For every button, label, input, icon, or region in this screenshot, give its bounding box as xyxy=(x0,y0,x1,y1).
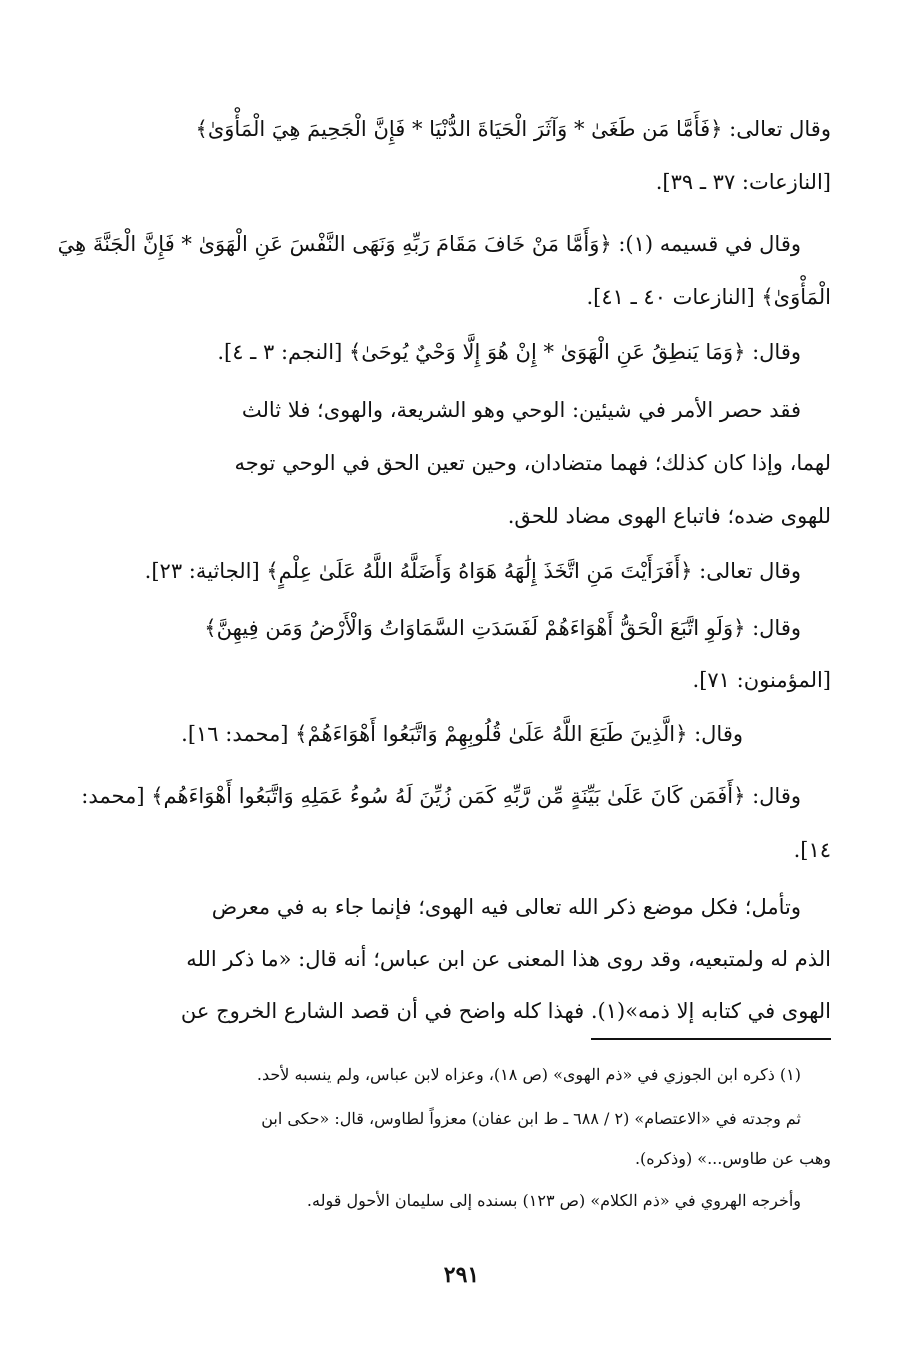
paragraph-line: لهما، وإذا كان كذلك؛ فهما متضادان، وحين تعين الحق في الوحي توجه xyxy=(234,451,831,475)
verse-line: وقال: ﴿أَفَمَن كَانَ عَلَىٰ بَيِّنَةٍ مِّن رَّبِّهِ كَمَن زُيِّنَ لَهُ سُوءُ عَمَلِهِ وَاتَّبَعُوا أَهْوَاءَهُم﴾ [محمد: xyxy=(81,784,801,808)
paragraph-line: للهوى ضده؛ فاتباع الهوى مضاد للحق. xyxy=(507,504,831,528)
paragraph-line: وتأمل؛ فكل موضع ذكر الله تعالى فيه الهوى؛ فإنما جاء به في معرض xyxy=(211,895,801,919)
page-number: ٢٩١ xyxy=(443,1262,480,1288)
verse-line: وقال: ﴿وَمَا يَنطِقُ عَنِ الْهَوَىٰ * إِنْ هُوَ إِلَّا وَحْيٌ يُوحَىٰ﴾ [النجم: ٣ ـ ٤]. xyxy=(217,340,801,364)
footnote-line: ثم وجدته في «الاعتصام» (٢ / ٦٨٨ ـ ط ابن عفان) معزواً لطاوس، قال: «حكى ابن xyxy=(261,1109,801,1128)
verse-line: وقال في قسيمه (١): ﴿وَأَمَّا مَنْ خَافَ مَقَامَ رَبِّهِ وَنَهَى النَّفْسَ عَنِ الْهَوَىٰ * فَإِنَّ الْجَنَّةَ هِيَ xyxy=(57,232,801,256)
citation-line: ١٤]. xyxy=(793,838,831,862)
paragraph-line: الهوى في كتابه إلا ذمه»(١). فهذا كله واضح في أن قصد الشارع الخروج عن xyxy=(180,999,831,1023)
footnote-line: وأخرجه الهروي في «ذم الكلام» (ص ١٢٣) بسنده إلى سليمان الأحول قوله. xyxy=(306,1191,801,1210)
verse-line: وقال: ﴿الَّذِينَ طَبَعَ اللَّهُ عَلَىٰ قُلُوبِهِمْ وَاتَّبَعُوا أَهْوَاءَهُمْ﴾ [محمد: ١٦]. xyxy=(181,722,743,746)
footnote-separator xyxy=(591,1038,831,1040)
citation-line: [المؤمنون: ٧١]. xyxy=(692,668,831,692)
citation-line: الْمَأْوَىٰ﴾ [النازعات ٤٠ ـ ٤١]. xyxy=(586,285,831,309)
paragraph-line: الذم له ولمتبعيه، وقد روى هذا المعنى عن ابن عباس؛ أنه قال: «ما ذكر الله xyxy=(186,947,831,971)
footnote-line: (١) ذكره ابن الجوزي في «ذم الهوى» (ص ١٨)، وعزاه لابن عباس، ولم ينسبه لأحد. xyxy=(256,1065,801,1084)
verse-line: وقال: ﴿وَلَوِ اتَّبَعَ الْحَقُّ أَهْوَاءَهُمْ لَفَسَدَتِ السَّمَاوَاتُ وَالْأَرْضُ وَمَن فِيهِنَّ﴾ xyxy=(204,616,801,640)
verse-line: وقال تعالى: ﴿فَأَمَّا مَن طَغَىٰ * وَآثَرَ الْحَيَاةَ الدُّنْيَا * فَإِنَّ الْجَحِيمَ هِيَ الْمَأْوَىٰ﴾ xyxy=(195,117,831,141)
footnote-line: وهب عن طاوس...» (وذكره). xyxy=(634,1149,831,1168)
citation-line: [النازعات: ٣٧ ـ ٣٩]. xyxy=(655,170,831,194)
verse-line: وقال تعالى: ﴿أَفَرَأَيْتَ مَنِ اتَّخَذَ إِلَٰهَهُ هَوَاهُ وَأَضَلَّهُ اللَّهُ عَلَىٰ عِلْمٍ﴾ [الجاثية: ٢٣]. xyxy=(144,559,801,583)
paragraph-line: فقد حصر الأمر في شيئين: الوحي وهو الشريعة، والهوى؛ فلا ثالث xyxy=(241,398,801,422)
